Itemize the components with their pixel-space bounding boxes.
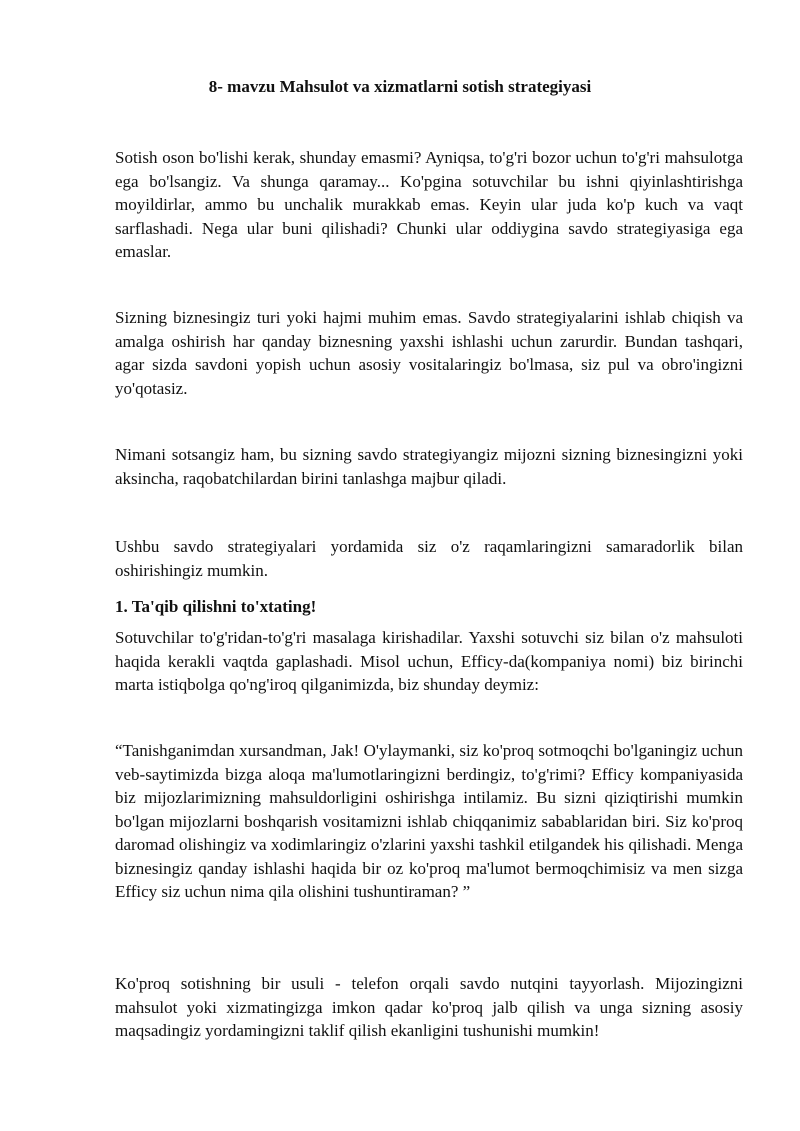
paragraph-business: Sizning biznesingiz turi yoki hajmi muhim emas. Savdo strategiyalarini ishlab chiqish va amalga oshirish har qanday biznesning yaxshi ishlashi uchun zarurdir. Bundan tashqari, agar sizda savdoni yopish uchun asosiy vositalaringiz bo'lmasa, siz pul va obro'ingizni yo'qotasiz. xyxy=(115,308,743,398)
document-title: 8- mavzu Mahsulot va xizmatlarni sotish strategiyasi xyxy=(208,77,592,96)
section-heading: 1. Ta'qib qilishni to'xtating! xyxy=(115,597,317,616)
paragraph-sellers: Sotuvchilar to'g'ridan-to'g'ri masalaga kirishadilar. Yaxshi sotuvchi siz bilan o'z mahsuloti haqida kerakli vaqtda gaplashadi. Misol uchun, Efficy-da(kompaniya nomi) biz birinchi marta istiqbolga qo'ng'iroq qilganimizda, biz shunday deymiz: xyxy=(115,628,743,694)
paragraph-intro: Sotish oson bo'lishi kerak, shunday emasmi? Ayniqsa, to'g'ri bozor uchun to'g'ri mahsulotga ega bo'lsangiz. Va shunga qaramay... Ko'pgina sotuvchilar bu ishni qiyinlashtirishga moyildirlar, ammo bu unchalik murakkab emas. Keyin ular juda ko'p kuch va vaqt sarflashadi. Nega ular buni qilishadi? Chunki ular oddiygina savdo strategiyasiga ega emaslar. xyxy=(115,148,743,261)
paragraph-competitors: Nimani sotsangiz ham, bu sizning savdo strategiyangiz mijozni sizning biznesingizni yoki aksincha, raqobatchilardan birini tanlashga majbur qiladi. xyxy=(115,445,743,488)
paragraph-strategies: Ushbu savdo strategiyalari yordamida siz o'z raqamlaringizni samaradorlik bilan oshirishingiz mumkin. xyxy=(115,537,743,580)
paragraph-quote: “Tanishganimdan xursandman, Jak! O'ylaymanki, siz ko'proq sotmoqchi bo'lganingiz uchun veb-saytimizda bizga aloqa ma'lumotlaringizni berdingiz, to'g'rimi? Efficy kompaniyasida biz mijozlarimizning mahsuldorligini oshirishga intilamiz. Bu sizni qiziqtirishi mumkin bo'lgan mijozlarni boshqarish vositamizni ishlab chiqqanimiz sabablaridan biri. Siz ko'proq daromad olishingiz va xodimlaringiz o'zlarini yaxshi tashkil etilgandek his qilishadi. Menga biznesingiz qanday ishlashi haqida bir oz ko'proq ma'lumot bermoqchimisiz va men sizga Efficy siz uchun nima qila olishini tushuntiraman? ” xyxy=(115,741,743,901)
paragraph-phone-pitch: Ko'proq sotishning bir usuli - telefon orqali savdo nutqini tayyorlash. Mijozingizni mahsulot yoki xizmatingizga imkon qadar ko'proq jalb qilish va unga sizning asosiy maqsadingiz yordamingizni taklif qilish ekanligini tushunishi mumkin! xyxy=(115,974,743,1040)
